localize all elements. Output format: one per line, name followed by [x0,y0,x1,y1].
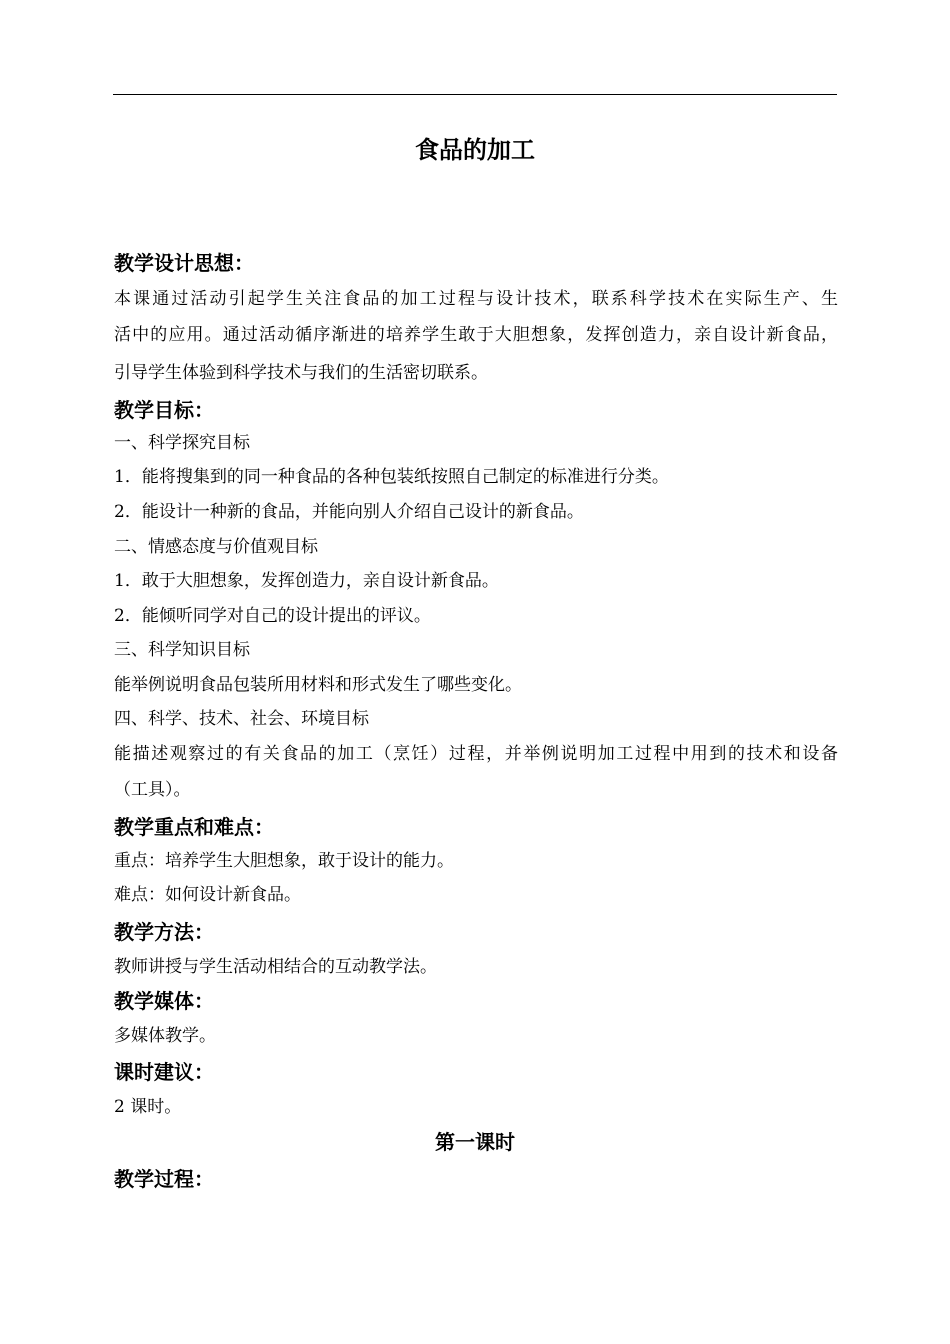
paragraph-line: 活中的应用。通过活动循序渐进的培养学生敢于大胆想象，发挥创造力，亲自设计新食品， [114,325,838,345]
header-rule [113,94,837,95]
objective-line: 2．能设计一种新的食品，并能向别人介绍自己设计的新食品。 [114,502,584,522]
key-point-line: 难点：如何设计新食品。 [114,885,301,905]
heading-process: 教学过程： [114,1167,214,1191]
objective-line: 二、情感态度与价值观目标 [114,537,318,557]
document-title: 食品的加工 [415,136,535,164]
hours-line: 2 课时。 [114,1097,182,1117]
heading-media: 教学媒体： [114,989,214,1013]
objective-line: 四、科学、技术、社会、环境目标 [114,709,369,729]
method-line: 教师讲授与学生活动相结合的互动教学法。 [114,957,437,977]
heading-hours: 课时建议： [114,1060,214,1084]
objective-line: 2．能倾听同学对自己的设计提出的评议。 [114,606,431,626]
objective-line: 能举例说明食品包装所用材料和形式发生了哪些变化。 [114,675,522,695]
objective-line: 一、科学探究目标 [114,433,250,453]
objective-line: （工具）。 [114,780,191,800]
paragraph-line: 引导学生体验到科学技术与我们的生活密切联系。 [114,363,488,383]
heading-design-idea: 教学设计思想： [114,251,254,275]
objective-line: 1．敢于大胆想象，发挥创造力，亲自设计新食品。 [114,571,499,591]
heading-method: 教学方法： [114,920,214,944]
heading-objectives: 教学目标： [114,398,214,422]
objective-line: 三、科学知识目标 [114,640,250,660]
heading-key-points: 教学重点和难点： [114,815,274,839]
paragraph-line: 本课通过活动引起学生关注食品的加工过程与设计技术，联系科学技术在实际生产、生 [114,289,838,309]
media-line: 多媒体教学。 [114,1026,216,1046]
heading-first-lesson: 第一课时 [435,1130,515,1154]
objective-line: 1．能将搜集到的同一种食品的各种包装纸按照自己制定的标准进行分类。 [114,467,669,487]
key-point-line: 重点：培养学生大胆想象，敢于设计的能力。 [114,851,454,871]
objective-line: 能描述观察过的有关食品的加工（烹饪）过程，并举例说明加工过程中用到的技术和设备 [114,744,838,764]
